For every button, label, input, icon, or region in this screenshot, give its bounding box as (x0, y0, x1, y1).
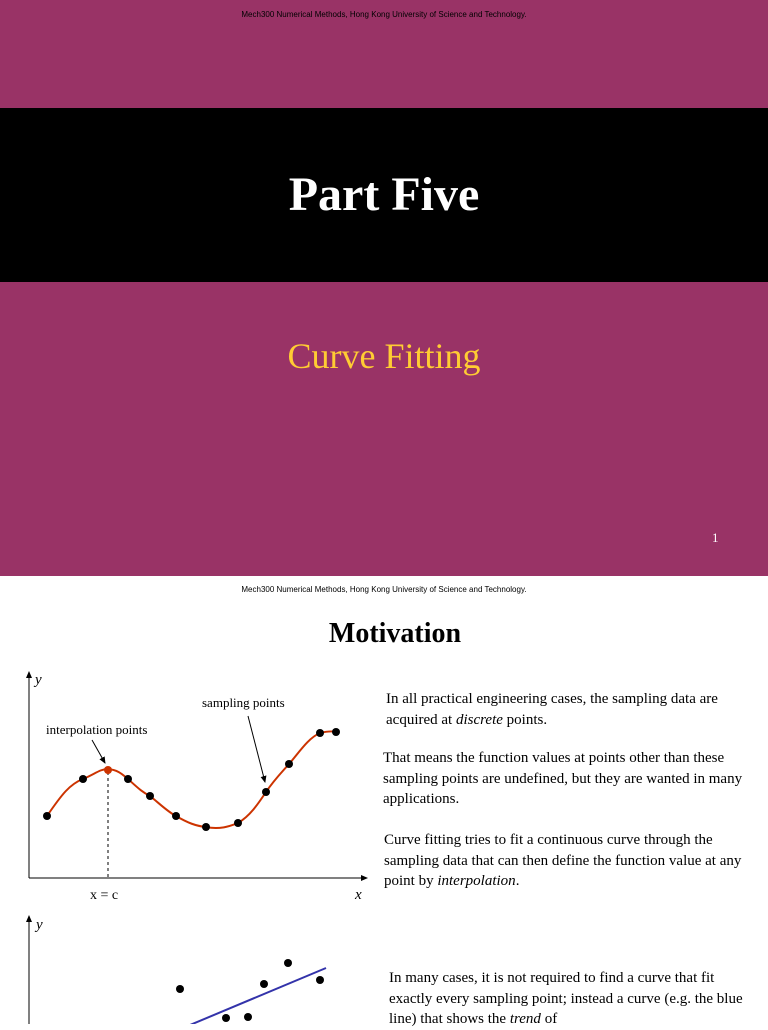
interpolation-figure (29, 672, 367, 903)
sampling-point (202, 823, 210, 831)
paragraph-undefined: That means the function values at points other than these sampling points are undefined, but they are wanted in many applications. (383, 750, 743, 807)
slide-subtitle: Curve Fitting (287, 336, 481, 376)
sampling-points (43, 728, 340, 831)
y-axis-label: y (35, 672, 42, 688)
sampling-point (124, 775, 132, 783)
sampling-arrow (248, 716, 265, 782)
paragraph-curve-fitting: Curve fitting tries to fit a continuous curve through the sampling data that can then define the function value at any point by interpolation. (384, 832, 742, 889)
slide-header: Mech300 Numerical Methods, Hong Kong University of Science and Technology. (241, 585, 527, 594)
sampling-point (332, 728, 340, 736)
sampling-point (146, 792, 154, 800)
paragraph-trend: In many cases, it is not required to find a curve that fit exactly every sampling point; instead a curve (e.g. the blue line) that shows the trend of (389, 970, 743, 1027)
data-point (176, 985, 184, 993)
x-axis-label: x (355, 887, 362, 903)
y-axis-label: y (36, 917, 43, 933)
paragraph-discrete: In all practical engineering cases, the sampling data are acquired at discrete points. (386, 691, 718, 728)
data-point (222, 1014, 230, 1022)
sampling-point (262, 788, 270, 796)
sampling-point (234, 819, 242, 827)
sampling-point (79, 775, 87, 783)
trend-line (190, 968, 326, 1024)
interpolation-arrow (92, 740, 105, 763)
data-point (260, 980, 268, 988)
interpolation-point (104, 766, 112, 774)
slide-title: Motivation (328, 618, 462, 649)
slide-header: Mech300 Numerical Methods, Hong Kong University of Science and Technology. (241, 10, 527, 19)
sampling-point (316, 729, 324, 737)
slide-title: Part Five (288, 168, 480, 221)
data-point (244, 1013, 252, 1021)
sampling-point (172, 812, 180, 820)
data-points (176, 959, 324, 1022)
figures (0, 576, 768, 1024)
data-point (316, 976, 324, 984)
page-number: 1 (712, 530, 719, 545)
label-sampling-points: sampling points (202, 695, 285, 710)
sampling-point (43, 812, 51, 820)
data-point (284, 959, 292, 967)
label-interpolation-points: interpolation points (46, 722, 148, 737)
trend-figure (29, 916, 326, 1024)
x-marker-label: x = c (90, 888, 119, 903)
sampling-point (285, 760, 293, 768)
fitted-curve (47, 731, 336, 828)
